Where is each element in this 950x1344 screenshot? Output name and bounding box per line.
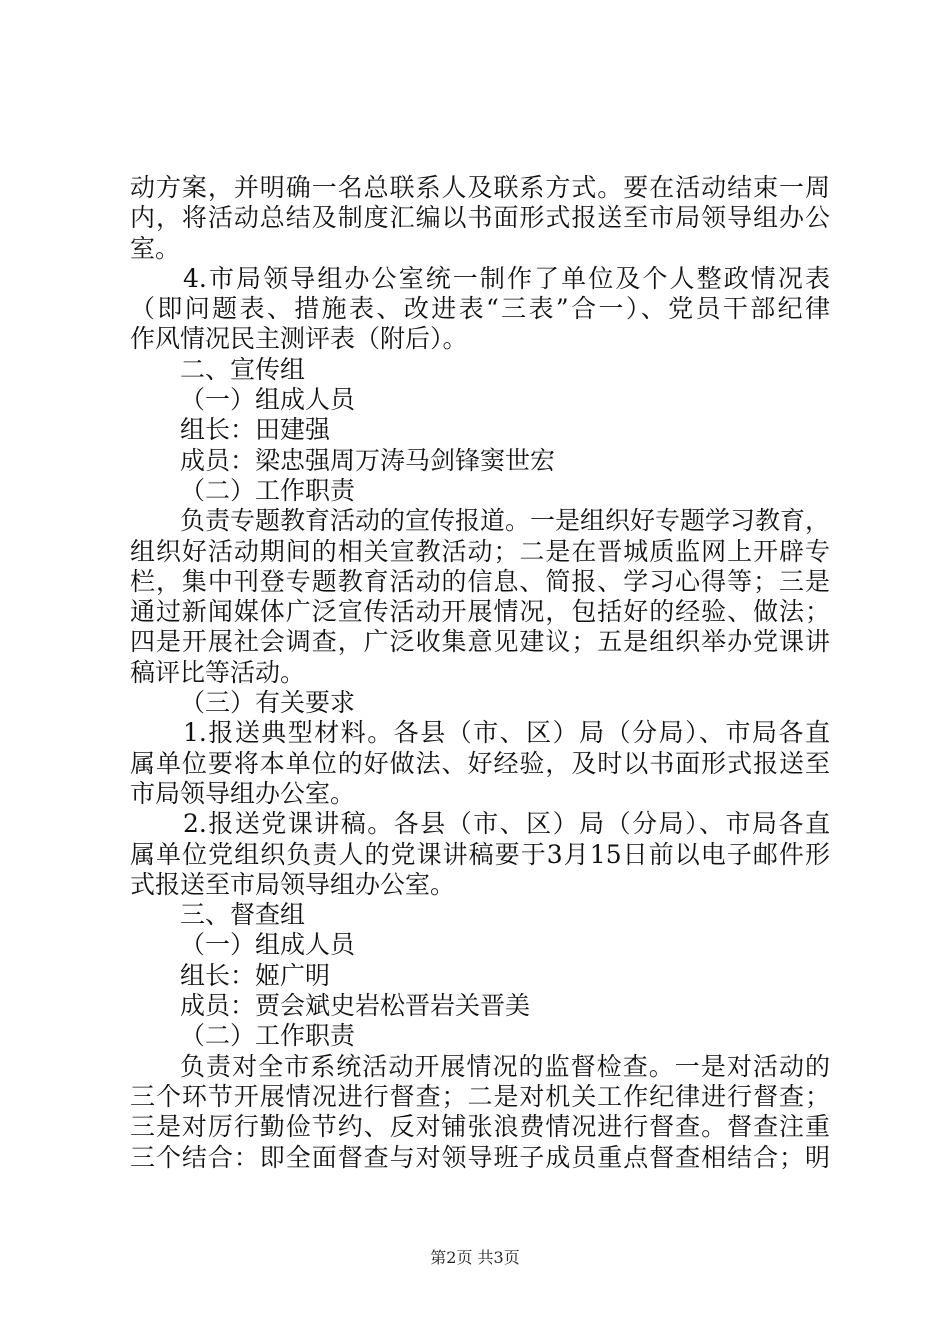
text-line: 组长：姬广明 bbox=[180, 960, 331, 990]
text-line: 内，将活动总结及制度汇编以书面形式报送至市局领导组办公 bbox=[130, 203, 830, 233]
text-line: 三个结合：即全面督查与对领导班子成员重点督查相结合；明 bbox=[130, 1142, 830, 1172]
text-line: 三是对厉行勤俭节约、反对铺张浪费情况进行督查。督查注重 bbox=[130, 1112, 830, 1142]
text-line: 四是开展社会调查，广泛收集意见建议；五是组织举办党课讲 bbox=[130, 627, 830, 657]
text-line: 负责专题教育活动的宣传报道。一是组织好专题学习教育， bbox=[180, 506, 830, 536]
section-heading: 三、督查组 bbox=[180, 900, 306, 930]
text-line: 三个环节开展情况进行督查；二是对机关工作纪律进行督查； bbox=[130, 1081, 830, 1111]
text-line: （即问题表、措施表、改进表“三表”合一）、党员干部纪律 bbox=[130, 294, 830, 324]
text-line: 成员：梁忠强周万涛马剑锋窦世宏 bbox=[180, 445, 556, 475]
text-line: 稿评比等活动。 bbox=[130, 657, 306, 687]
text-line: 式报送至市局领导组办公室。 bbox=[130, 869, 456, 899]
text-line: 组长：田建强 bbox=[180, 415, 331, 445]
section-heading: 二、宣传组 bbox=[180, 354, 306, 384]
text-line: 负责对全市系统活动开展情况的监督检查。一是对活动的 bbox=[180, 1051, 830, 1081]
text-line: 作风情况民主测评表（附后）。 bbox=[130, 324, 468, 354]
text-line: 市局领导组办公室。 bbox=[130, 778, 356, 808]
subsection-heading: （一）组成人员 bbox=[180, 930, 356, 960]
text-line: 栏，集中刊登专题教育活动的信息、简报、学习心得等；三是 bbox=[130, 566, 830, 596]
text-line: 属单位要将本单位的好做法、好经验，及时以书面形式报送至 bbox=[130, 748, 830, 778]
document-body bbox=[130, 173, 830, 1173]
text-line: 成员：贾会斌史岩松晋岩关晋美 bbox=[180, 991, 531, 1021]
page-number-footer: 第2页 共3页 bbox=[430, 1248, 520, 1267]
text-line: 动方案，并明确一名总联系人及联系方式。要在活动结束一周 bbox=[130, 173, 830, 202]
text-line: 通过新闻媒体广泛宣传活动开展情况，包括好的经验、做法； bbox=[130, 597, 830, 627]
subsection-heading: （二）工作职责 bbox=[180, 475, 356, 505]
subsection-heading: （二）工作职责 bbox=[180, 1021, 356, 1051]
subsection-heading: （三）有关要求 bbox=[180, 688, 356, 718]
text-line: 1.报送典型材料。各县（市、区）局（分局）、市局各直 bbox=[183, 718, 830, 748]
text-line: 2.报送党课讲稿。各县（市、区）局（分局）、市局各直 bbox=[183, 809, 830, 839]
text-line: 4.市局领导组办公室统一制作了单位及个人整政情况表 bbox=[183, 263, 830, 293]
text-line: 组织好活动期间的相关宣教活动；二是在晋城质监网上开辟专 bbox=[130, 536, 830, 566]
text-line: 室。 bbox=[130, 233, 181, 263]
subsection-heading: （一）组成人员 bbox=[180, 385, 356, 415]
text-line: 属单位党组织负责人的党课讲稿要于3月15日前以电子邮件形 bbox=[130, 839, 830, 869]
